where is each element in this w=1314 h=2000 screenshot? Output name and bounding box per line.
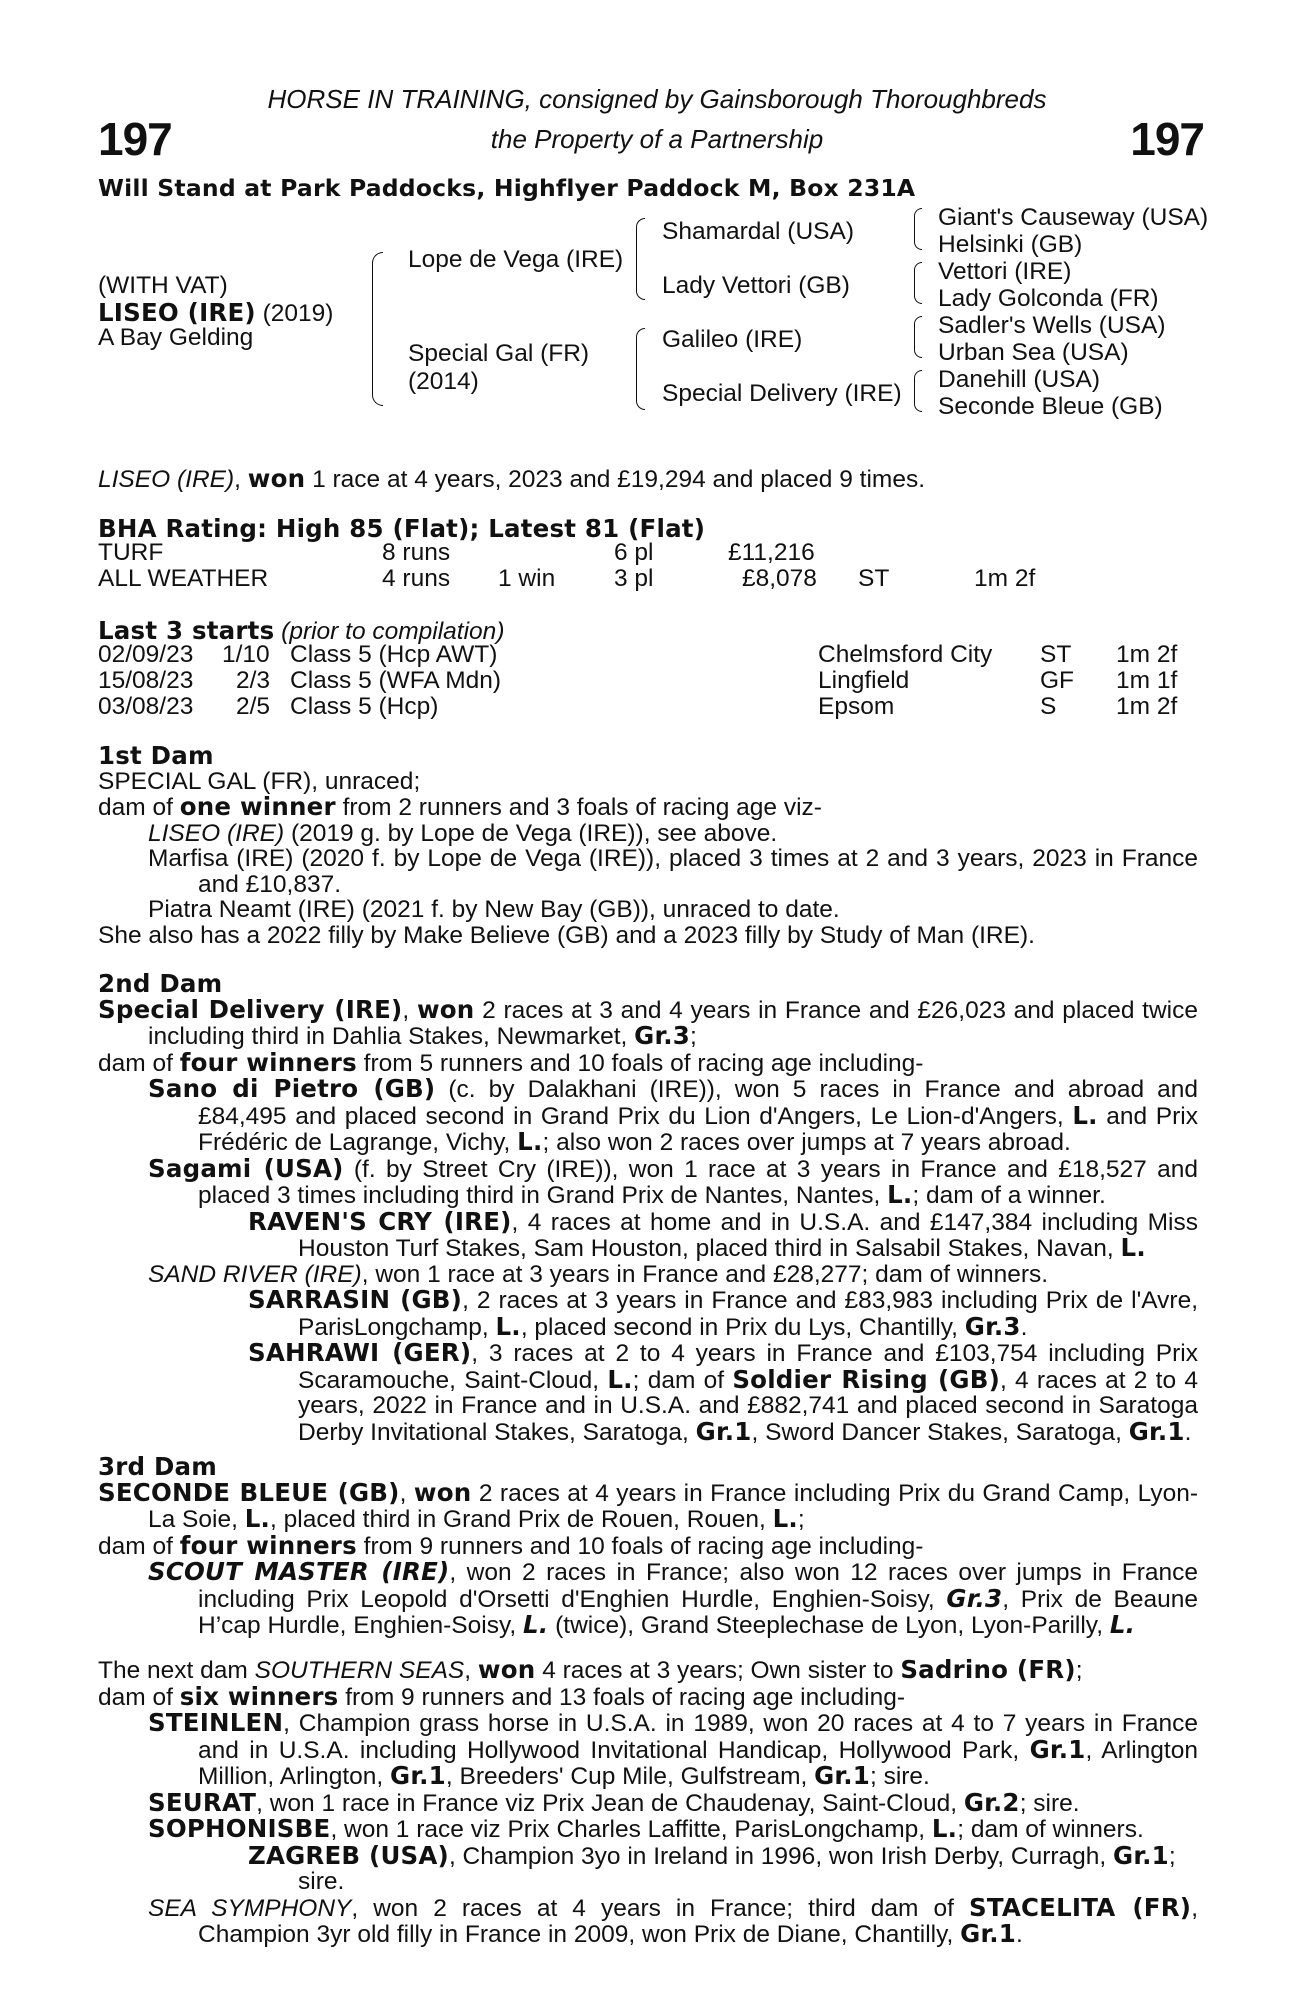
pedigree-dsd: Urban Sea (USA) [938, 339, 1129, 366]
pedigree-bracket-dd [914, 370, 922, 412]
start-row [0, 667, 1314, 693]
pedigree-dds: Danehill (USA) [938, 366, 1101, 393]
lot-number-right: 197 [1130, 113, 1204, 165]
pedigree-dss: Sadler's Wells (USA) [938, 312, 1166, 339]
progeny-entry: SCOUT MASTER (IRE), won 2 races in France; also won 12 races over jumps in France including Prix Leopold d'Orsetti d'Enghien Hurdle, Enghien-Soisy, Gr.3, Prix de Beaune H’cap Hurdle, Enghien-Soisy, L. (twice), Grand Steeplechase de Lyon, Lyon-Parilly, L. [148, 1557, 1198, 1639]
start-date: 03/08/23 [98, 693, 194, 720]
rating-going: ST [858, 565, 890, 592]
pedigree-ssd: Helsinki (GB) [938, 231, 1083, 258]
rating-prize: £11,216 [728, 539, 815, 566]
rating-row-aw [0, 565, 1314, 591]
horse-description: A Bay Gelding [98, 324, 254, 351]
rating-runs: 4 runs [382, 565, 451, 592]
progeny-entry: ZAGREB (USA), Champion 3yo in Ireland in 1996, won Irish Derby, Curragh, Gr.1; sire. [248, 1840, 1176, 1895]
first-dam-foal: Piatra Neamt (IRE) (2021 f. by New Bay (GB)), unraced to date. [148, 896, 840, 923]
start-course: Chelmsford City [818, 641, 993, 668]
start-class: Class 5 (Hcp AWT) [290, 641, 498, 668]
pedigree-bracket-main [372, 252, 383, 406]
rating-row-turf [0, 539, 1314, 565]
start-distance: 1m 2f [1116, 641, 1178, 668]
rating-placed: 6 pl [614, 539, 654, 566]
start-class: Class 5 (WFA Mdn) [290, 667, 502, 694]
first-dam-other-foals: She also has a 2022 filly by Make Believe (GB) and a 2023 filly by Study of Man (IRE). [98, 921, 1035, 949]
fourth-dam-record: The next dam SOUTHERN SEAS, won 4 races at 3 years; Own sister to Sadrino (FR); [98, 1655, 1083, 1684]
race-summary: LISEO (IRE), won 1 race at 4 years, 2023 and £19,294 and placed 9 times. [98, 464, 926, 493]
horse-year: (2019) [262, 300, 334, 327]
rating-runs: 8 runs [382, 539, 451, 566]
lot-number-left: 197 [98, 113, 172, 165]
start-going: ST [1040, 641, 1072, 668]
pedigree-sds: Vettori (IRE) [938, 258, 1072, 285]
third-dam-produce-line: dam of four winners from 9 runners and 10 foals of racing age including- [98, 1530, 924, 1560]
start-position: 1/10 [222, 641, 270, 668]
second-dam-section [98, 971, 1198, 1445]
progeny-entry: STEINLEN, Champion grass horse in U.S.A. in 1989, won 20 races at 4 to 7 years in France and in U.S.A. including Hollywood Invitational Handicap, Hollywood Park, Gr.1, Arlington Million, Arlington, Gr.1, Breeders' Cup Mile, Gulfstream, Gr.1; sire. [148, 1708, 1198, 1790]
first-dam-line: SPECIAL GAL (FR), unraced; [98, 767, 421, 795]
progeny-entry: SAHRAWI (GER), 3 races at 2 to 4 years in France and £103,754 including Prix Scaramouche, Saint-Cloud, L.; dam of Soldier Rising (GB), 4 races at 2 to 4 years, 2022 in France and in U.S.A. and £882,741 and placed second in Saratoga Derby Invitational Stakes, Saratoga, Gr.1, Sword Dancer Stakes, Saratoga, Gr.1. [248, 1338, 1198, 1446]
first-dam-foal: Marfisa (IRE) (2020 f. by Lope de Vega (IRE)), placed 3 times at 2 and 3 years, 2023 in France and £10,837. [148, 845, 1198, 898]
start-row [0, 641, 1314, 667]
third-dam-record: SECONDE BLEUE (GB), won 2 races at 4 years in France including Prix du Grand Camp, Lyon-La Soie, L., placed third in Grand Prix de Rouen, Rouen, L.; [98, 1477, 1198, 1533]
pedigree-bracket-dam [636, 328, 645, 410]
rating-surface: ALL WEATHER [98, 565, 269, 592]
bha-rating-title: BHA Rating: High 85 (Flat); Latest 81 (Flat) [98, 514, 706, 543]
pedigree-ds: Galileo (IRE) [662, 326, 803, 353]
second-dam-produce-line: dam of four winners from 5 runners and 10 foals of racing age including- [98, 1047, 924, 1077]
property-line: the Property of a Partnership [490, 124, 824, 154]
start-row [0, 693, 1314, 719]
rating-placed: 3 pl [614, 565, 654, 592]
summary-won: won [247, 464, 306, 493]
rating-surface: TURF [98, 539, 164, 566]
start-course: Epsom [818, 693, 895, 720]
start-position: 2/5 [236, 693, 271, 720]
pedigree-bracket-sd [914, 262, 922, 304]
pedigree-dam: Special Gal (FR) [408, 340, 590, 367]
summary-text: 1 race at 4 years, 2023 and £19,294 and placed 9 times. [305, 466, 926, 493]
start-going: S [1040, 693, 1057, 720]
fourth-dam-produce-line: dam of six winners from 9 runners and 13 foals of racing age including- [98, 1681, 905, 1711]
rating-wins: 1 win [498, 565, 556, 592]
third-dam-title: 3rd Dam [98, 1452, 217, 1481]
pedigree-sss: Giant's Causeway (USA) [938, 204, 1209, 231]
pedigree-ss: Shamardal (USA) [662, 218, 854, 245]
rating-distance: 1m 2f [974, 565, 1036, 592]
start-distance: 1m 1f [1116, 667, 1178, 694]
pedigree-sd: Lady Vettori (GB) [662, 272, 850, 299]
pedigree-bracket-ss [914, 208, 922, 250]
progeny-entry: Sano di Pietro (GB) (c. by Dalakhani (IRE)), won 5 races in France and abroad and £84,495 and placed second in Grand Prix du Lion d'Angers, Le Lion-d'Angers, L. and Prix Frédéric de Lagrange, Vichy, L.; also won 2 races over jumps at 7 years abroad. [148, 1074, 1199, 1156]
start-class: Class 5 (Hcp) [290, 693, 439, 720]
start-position: 2/3 [236, 667, 271, 694]
pedigree-dam-year: (2014) [408, 368, 479, 395]
progeny-entry: Sagami (USA) (f. by Street Cry (IRE)), won 1 race at 3 years in France and £18,527 and placed 3 times including third in Grand Prix de Nantes, Nantes, L.; dam of a winner. [148, 1153, 1198, 1209]
start-going: GF [1040, 667, 1075, 694]
horse-name: LISEO (IRE) [98, 298, 256, 327]
last-starts-title: Last 3 starts [98, 616, 275, 645]
first-dam-produce-line: dam of one winner from 2 runners and 3 foals of racing age viz- [98, 792, 822, 821]
second-dam-title: 2nd Dam [98, 969, 223, 998]
fourth-dam-section [98, 1657, 1198, 1948]
pedigree-bracket-sire [636, 218, 645, 300]
progeny-entry: SEURAT, won 1 race in France viz Prix Jean de Chaudenay, Saint-Cloud, Gr.2; sire. [148, 1787, 1080, 1817]
pedigree-ddd: Seconde Bleue (GB) [938, 393, 1163, 420]
pedigree-dd: Special Delivery (IRE) [662, 380, 902, 407]
first-dam-section [98, 743, 1198, 948]
start-date: 15/08/23 [98, 667, 194, 694]
progeny-entry: SARRASIN (GB), 2 races at 3 years in France and £83,983 including Prix de l'Avre, ParisLongchamp, L., placed second in Prix du Lys, Chantilly, Gr.3. [248, 1285, 1199, 1341]
start-distance: 1m 2f [1116, 693, 1178, 720]
progeny-entry: SEA SYMPHONY, won 2 races at 4 years in France; third dam of STACELITA (FR), Champion 3yr old filly in France in 2009, won Prix de Diane, Chantilly, Gr.1. [148, 1892, 1198, 1948]
first-dam-foal: LISEO (IRE) (2019 g. by Lope de Vega (IRE)), see above. [148, 819, 778, 847]
last-starts-note: (prior to compilation) [281, 618, 505, 645]
start-date: 02/09/23 [98, 641, 194, 668]
start-course: Lingfield [818, 667, 910, 694]
pedigree-sdd: Lady Golconda (FR) [938, 285, 1159, 312]
progeny-entry: SAND RIVER (IRE), won 1 race at 3 years in France and £28,277; dam of winners. [148, 1260, 1049, 1288]
vat-note: (WITH VAT) [98, 272, 228, 299]
first-dam-title: 1st Dam [98, 741, 214, 770]
pedigree-sire: Lope de Vega (IRE) [408, 246, 624, 273]
summary-name: LISEO (IRE) [98, 466, 235, 493]
consignor-line: HORSE IN TRAINING, consigned by Gainsborough Thoroughbreds [267, 84, 1047, 114]
third-dam-section [98, 1454, 1198, 1639]
second-dam-record: Special Delivery (IRE), won 2 races at 3 and 4 years in France and £26,023 and placed twice including third in Dahlia Stakes, Newmarket, Gr.3; [98, 994, 1198, 1050]
pedigree-bracket-ds [914, 316, 922, 358]
progeny-entry: SOPHONISBE, won 1 race viz Prix Charles Laffitte, ParisLongchamp, L.; dam of winners. [148, 1814, 1144, 1843]
rating-prize: £8,078 [742, 565, 817, 592]
stand-location: Will Stand at Park Paddocks, Highflyer Paddock M, Box 231A [98, 174, 916, 202]
progeny-entry: RAVEN'S CRY (IRE), 4 races at home and in U.S.A. and £147,384 including Miss Houston Turf Stakes, Sam Houston, placed third in Salsabil Stakes, Navan, L. [248, 1206, 1198, 1262]
